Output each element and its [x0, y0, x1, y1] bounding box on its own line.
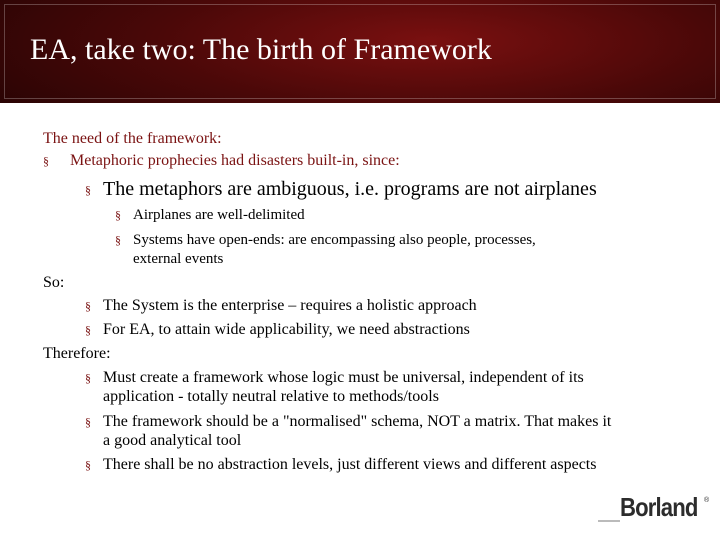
registered-mark: ®: [704, 497, 710, 504]
borland-logo: Borland: [620, 492, 698, 522]
therefore-bullet-schema-cont: a good analytical tool: [103, 432, 242, 449]
therefore-bullet-framework-cont: application - totally neutral relative to methods/tools: [103, 388, 439, 405]
bullet-icon: §: [115, 233, 121, 247]
bullet-icon: §: [85, 183, 91, 197]
bullet-icon: §: [43, 154, 49, 168]
so-bullet-system: The System is the enterprise – requires a holistic approach: [103, 297, 477, 314]
need-heading: The need of the framework:: [43, 130, 222, 147]
bullet-icon: §: [85, 371, 91, 385]
need-bullet: Metaphoric prophecies had disasters built-in, since:: [70, 152, 400, 169]
sub-bullet-systems: Systems have open-ends: are encompassing also people, processes,: [133, 232, 536, 248]
sub-bullet-systems-cont: external events: [133, 251, 224, 267]
metaphors-bullet: The metaphors are ambiguous, i.e. programs are not airplanes: [103, 178, 597, 200]
so-bullet-abstractions: For EA, to attain wide applicability, we need abstractions: [103, 321, 470, 338]
bullet-icon: §: [85, 415, 91, 429]
bullet-icon: §: [85, 458, 91, 472]
therefore-bullet-views: There shall be no abstraction levels, just different views and different aspects: [103, 456, 597, 473]
therefore-bullet-framework: Must create a framework whose logic must be universal, independent of its: [103, 369, 584, 386]
therefore-heading: Therefore:: [43, 345, 111, 362]
sub-bullet-airplanes: Airplanes are well-delimited: [133, 207, 305, 223]
so-heading: So:: [43, 274, 65, 291]
bullet-icon: §: [85, 323, 91, 337]
bullet-icon: §: [115, 208, 121, 222]
therefore-bullet-schema: The framework should be a "normalised" schema, NOT a matrix. That makes it: [103, 413, 612, 430]
logo-rule: [598, 520, 620, 522]
slide-title: EA, take two: The birth of Framework: [30, 33, 492, 66]
bullet-icon: §: [85, 299, 91, 313]
